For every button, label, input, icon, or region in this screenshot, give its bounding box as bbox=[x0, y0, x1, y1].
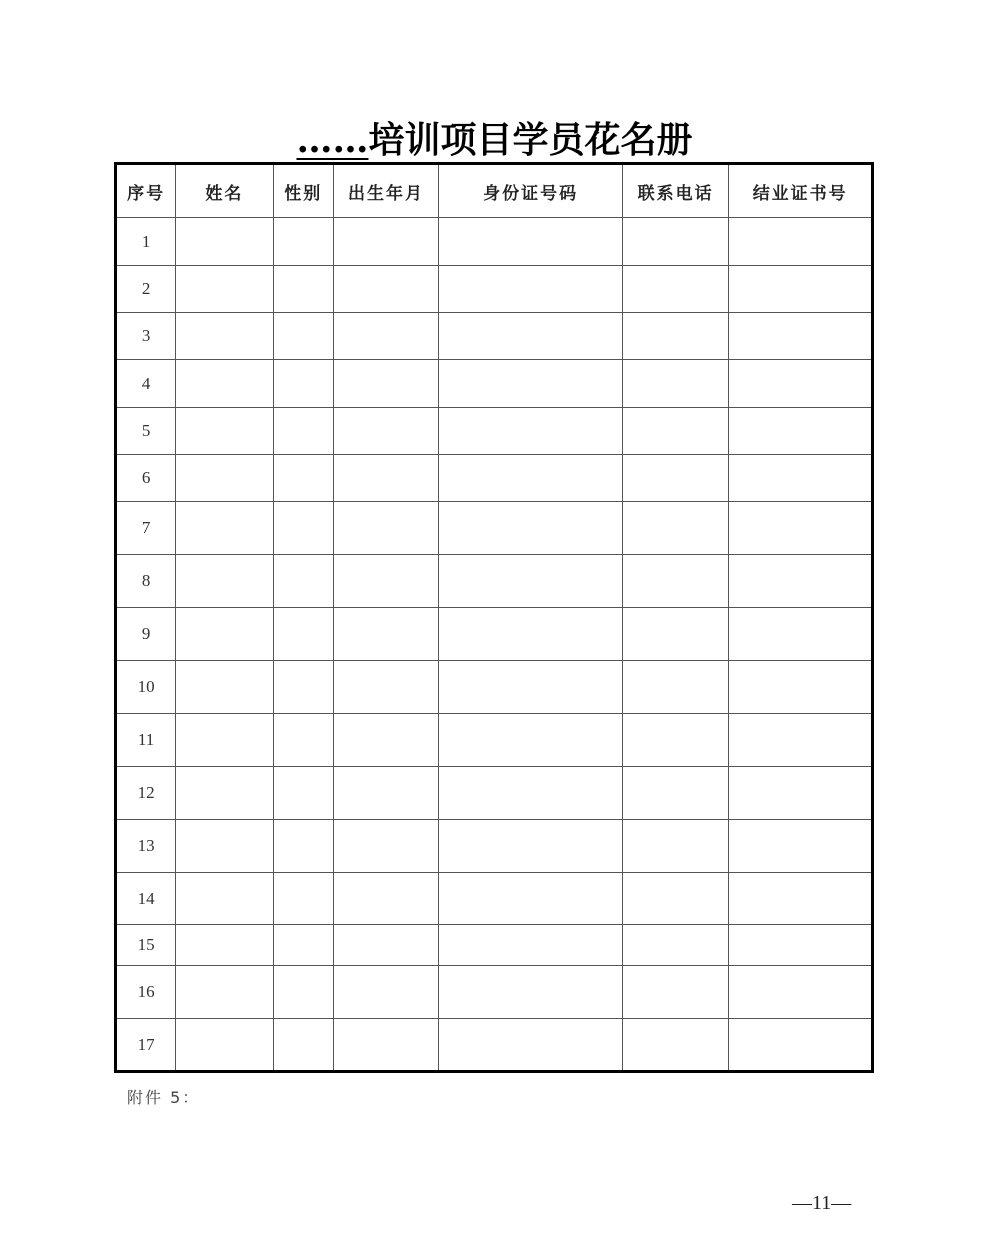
id-number-cell[interactable] bbox=[439, 1019, 623, 1072]
gender-cell[interactable] bbox=[273, 661, 333, 714]
row-number: 14 bbox=[116, 873, 176, 925]
certificate-number-cell[interactable] bbox=[729, 555, 873, 608]
birth-date-cell[interactable] bbox=[333, 661, 438, 714]
row-number: 1 bbox=[116, 218, 176, 266]
gender-cell[interactable] bbox=[273, 767, 333, 820]
phone-cell[interactable] bbox=[622, 266, 728, 313]
document-title bbox=[0, 118, 989, 162]
table-row bbox=[116, 1019, 873, 1072]
header-name: 姓名 bbox=[176, 164, 273, 218]
gender-cell[interactable] bbox=[273, 873, 333, 925]
header-id-number: 身份证号码 bbox=[439, 164, 623, 218]
certificate-number-cell[interactable] bbox=[729, 608, 873, 661]
phone-cell[interactable] bbox=[622, 966, 728, 1019]
gender-cell[interactable] bbox=[273, 502, 333, 555]
row-number: 5 bbox=[116, 408, 176, 455]
phone-cell[interactable] bbox=[622, 360, 728, 408]
phone-cell[interactable] bbox=[622, 313, 728, 360]
phone-cell[interactable] bbox=[622, 873, 728, 925]
phone-cell[interactable] bbox=[622, 608, 728, 661]
table-row bbox=[116, 661, 873, 714]
row-number: 8 bbox=[116, 555, 176, 608]
gender-cell[interactable] bbox=[273, 966, 333, 1019]
certificate-number-cell[interactable] bbox=[729, 661, 873, 714]
row-number: 15 bbox=[116, 925, 176, 966]
phone-cell[interactable] bbox=[622, 502, 728, 555]
birth-date-cell[interactable] bbox=[333, 714, 438, 767]
certificate-number-cell[interactable] bbox=[729, 455, 873, 502]
row-number: 10 bbox=[116, 661, 176, 714]
gender-cell[interactable] bbox=[273, 555, 333, 608]
birth-date-cell[interactable] bbox=[333, 455, 438, 502]
name-cell[interactable] bbox=[176, 1019, 273, 1072]
header-phone: 联系电话 bbox=[622, 164, 728, 218]
birth-date-cell[interactable] bbox=[333, 313, 438, 360]
certificate-number-cell[interactable] bbox=[729, 502, 873, 555]
phone-cell[interactable] bbox=[622, 820, 728, 873]
name-cell[interactable] bbox=[176, 661, 273, 714]
gender-cell[interactable] bbox=[273, 266, 333, 313]
table-row bbox=[116, 767, 873, 820]
gender-cell[interactable] bbox=[273, 1019, 333, 1072]
table-row bbox=[116, 608, 873, 661]
phone-cell[interactable] bbox=[622, 455, 728, 502]
birth-date-cell[interactable] bbox=[333, 1019, 438, 1072]
header-gender: 性别 bbox=[273, 164, 333, 218]
attachment-label: 附件 5： bbox=[127, 1088, 201, 1107]
table-row bbox=[116, 925, 873, 966]
certificate-number-cell[interactable] bbox=[729, 767, 873, 820]
name-cell[interactable] bbox=[176, 820, 273, 873]
table-row bbox=[116, 820, 873, 873]
certificate-number-cell[interactable] bbox=[729, 873, 873, 925]
certificate-number-cell[interactable] bbox=[729, 266, 873, 313]
name-cell[interactable] bbox=[176, 873, 273, 925]
phone-cell[interactable] bbox=[622, 408, 728, 455]
certificate-number-cell[interactable] bbox=[729, 360, 873, 408]
certificate-number-cell[interactable] bbox=[729, 966, 873, 1019]
row-number: 16 bbox=[116, 966, 176, 1019]
table-header-row bbox=[116, 164, 873, 218]
id-number-cell[interactable] bbox=[439, 360, 623, 408]
id-number-cell[interactable] bbox=[439, 502, 623, 555]
row-number: 4 bbox=[116, 360, 176, 408]
id-number-cell[interactable] bbox=[439, 608, 623, 661]
table-row bbox=[116, 714, 873, 767]
table-row bbox=[116, 873, 873, 925]
birth-date-cell[interactable] bbox=[333, 767, 438, 820]
id-number-cell[interactable] bbox=[439, 873, 623, 925]
gender-cell[interactable] bbox=[273, 820, 333, 873]
phone-cell[interactable] bbox=[622, 1019, 728, 1072]
name-cell[interactable] bbox=[176, 966, 273, 1019]
table-row bbox=[116, 266, 873, 313]
gender-cell[interactable] bbox=[273, 313, 333, 360]
certificate-number-cell[interactable] bbox=[729, 1019, 873, 1072]
name-cell[interactable] bbox=[176, 266, 273, 313]
id-number-cell[interactable] bbox=[439, 555, 623, 608]
title-text: 培训项目学员花名册 bbox=[368, 119, 693, 161]
row-number: 12 bbox=[116, 767, 176, 820]
certificate-number-cell[interactable] bbox=[729, 218, 873, 266]
id-number-cell[interactable] bbox=[439, 661, 623, 714]
id-number-cell[interactable] bbox=[439, 266, 623, 313]
name-cell[interactable] bbox=[176, 360, 273, 408]
table-row bbox=[116, 555, 873, 608]
birth-date-cell[interactable] bbox=[333, 820, 438, 873]
title-blank-underline: …… bbox=[296, 119, 369, 161]
name-cell[interactable] bbox=[176, 455, 273, 502]
row-number: 7 bbox=[116, 502, 176, 555]
page-number: —11— bbox=[792, 1192, 852, 1214]
birth-date-cell[interactable] bbox=[333, 873, 438, 925]
row-number: 6 bbox=[116, 455, 176, 502]
birth-date-cell[interactable] bbox=[333, 925, 438, 966]
certificate-number-cell[interactable] bbox=[729, 408, 873, 455]
row-number: 11 bbox=[116, 714, 176, 767]
name-cell[interactable] bbox=[176, 408, 273, 455]
phone-cell[interactable] bbox=[622, 767, 728, 820]
name-cell[interactable] bbox=[176, 502, 273, 555]
name-cell[interactable] bbox=[176, 555, 273, 608]
gender-cell[interactable] bbox=[273, 714, 333, 767]
phone-cell[interactable] bbox=[622, 714, 728, 767]
trainee-roster-table bbox=[114, 162, 874, 1073]
certificate-number-cell[interactable] bbox=[729, 925, 873, 966]
birth-date-cell[interactable] bbox=[333, 218, 438, 266]
birth-date-cell[interactable] bbox=[333, 502, 438, 555]
row-number: 2 bbox=[116, 266, 176, 313]
id-number-cell[interactable] bbox=[439, 714, 623, 767]
row-number: 3 bbox=[116, 313, 176, 360]
header-birth-date: 出生年月 bbox=[333, 164, 438, 218]
gender-cell[interactable] bbox=[273, 608, 333, 661]
birth-date-cell[interactable] bbox=[333, 966, 438, 1019]
table-row bbox=[116, 502, 873, 555]
name-cell[interactable] bbox=[176, 925, 273, 966]
id-number-cell[interactable] bbox=[439, 820, 623, 873]
row-number: 13 bbox=[116, 820, 176, 873]
table-row bbox=[116, 360, 873, 408]
gender-cell[interactable] bbox=[273, 925, 333, 966]
id-number-cell[interactable] bbox=[439, 767, 623, 820]
name-cell[interactable] bbox=[176, 608, 273, 661]
birth-date-cell[interactable] bbox=[333, 408, 438, 455]
header-certificate-number: 结业证书号 bbox=[729, 164, 873, 218]
gender-cell[interactable] bbox=[273, 218, 333, 266]
certificate-number-cell[interactable] bbox=[729, 714, 873, 767]
table-row bbox=[116, 966, 873, 1019]
header-serial-number: 序号 bbox=[116, 164, 176, 218]
name-cell[interactable] bbox=[176, 767, 273, 820]
name-cell[interactable] bbox=[176, 218, 273, 266]
row-number: 17 bbox=[116, 1019, 176, 1072]
row-number: 9 bbox=[116, 608, 176, 661]
gender-cell[interactable] bbox=[273, 360, 333, 408]
certificate-number-cell[interactable] bbox=[729, 820, 873, 873]
birth-date-cell[interactable] bbox=[333, 266, 438, 313]
gender-cell[interactable] bbox=[273, 408, 333, 455]
gender-cell[interactable] bbox=[273, 455, 333, 502]
phone-cell[interactable] bbox=[622, 218, 728, 266]
id-number-cell[interactable] bbox=[439, 966, 623, 1019]
birth-date-cell[interactable] bbox=[333, 555, 438, 608]
id-number-cell[interactable] bbox=[439, 925, 623, 966]
id-number-cell[interactable] bbox=[439, 218, 623, 266]
birth-date-cell[interactable] bbox=[333, 360, 438, 408]
name-cell[interactable] bbox=[176, 714, 273, 767]
birth-date-cell[interactable] bbox=[333, 608, 438, 661]
phone-cell[interactable] bbox=[622, 661, 728, 714]
name-cell[interactable] bbox=[176, 313, 273, 360]
table-row bbox=[116, 218, 873, 266]
certificate-number-cell[interactable] bbox=[729, 313, 873, 360]
id-number-cell[interactable] bbox=[439, 455, 623, 502]
table-row bbox=[116, 408, 873, 455]
table-row bbox=[116, 455, 873, 502]
id-number-cell[interactable] bbox=[439, 313, 623, 360]
id-number-cell[interactable] bbox=[439, 408, 623, 455]
phone-cell[interactable] bbox=[622, 555, 728, 608]
phone-cell[interactable] bbox=[622, 925, 728, 966]
table-row bbox=[116, 313, 873, 360]
